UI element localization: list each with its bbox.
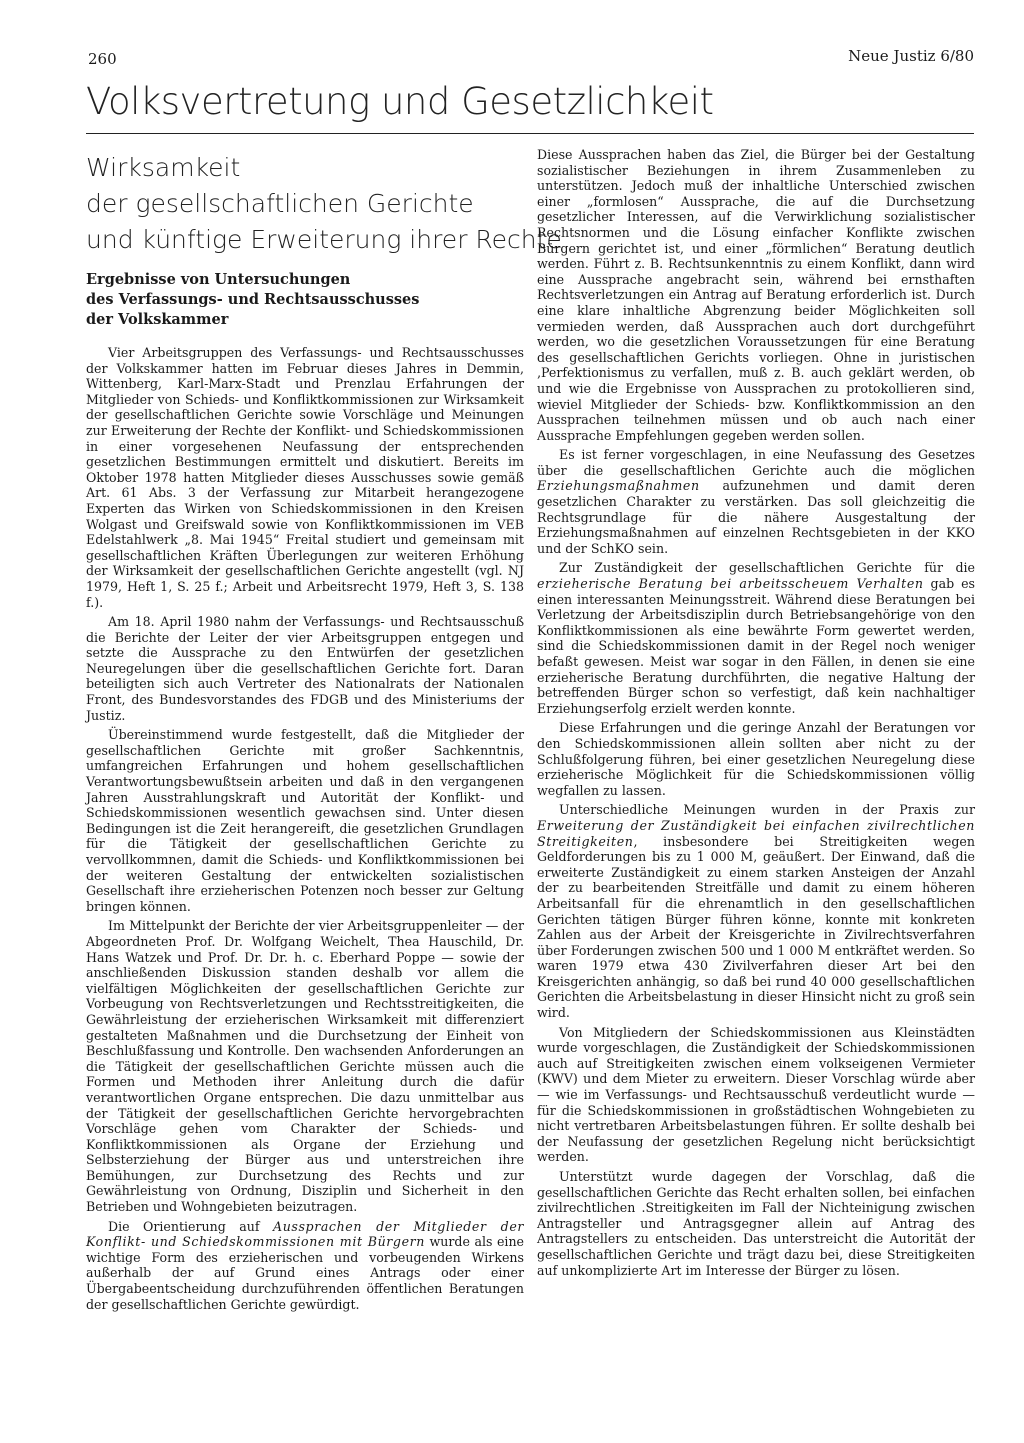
subtitle-line: Ergebnisse von Untersuchungen [86, 271, 351, 288]
paragraph [537, 447, 975, 556]
paragraph: Von Mitgliedern der Schiedskommissionen aus Kleinstädten wurde vorgeschlagen, die Zuständigkeit der Schiedskommissionen auch auf Streitigkeiten zwischen einem volkseigenen Vermieter (KWV) und dem Mieter zu erweitern. Dieser Vorschlag würde aber — wie im Verfassungs- und Rechtsausschuß verdeutlicht wurde — für die Schiedskommissionen in großstädtischen Wohngebieten zu nicht vertretbaren Arbeitsbelastungen führen. Er sollte deshalb bei der Neufassung der gesetzlichen Regelung nicht berücksichtigt werden. [537, 1024, 975, 1165]
article-title-line: und künftige Erweiterung ihrer Rechte [86, 225, 562, 254]
text-run: Zur Zuständigkeit der gesellschaftlichen Gerichte für die [559, 560, 975, 576]
paragraph [86, 1219, 524, 1313]
emphasis: Erziehungsmaßnahmen [537, 478, 700, 494]
text-run: Es ist ferner vorgeschlagen, in eine Neufassung des Gesetzes über die gesellschaftlichen Gerichte auch die möglichen [537, 447, 975, 478]
article-title [86, 150, 562, 258]
article-title-line: der gesellschaftlichen Gerichte [86, 189, 474, 218]
paragraph: Im Mittelpunkt der Berichte der vier Arbeitsgruppenleiter — der Abgeordneten Prof. Dr. Wolfgang Weichelt, Thea Hauschild, Dr. Hans Watzek und Prof. Dr. Dr. h. c. Eberhard Poppe — sowie der anschließenden Diskussion standen deshalb vor allem die vielfältigen Möglichkeiten der gesellschaftlichen Gerichte zur Vorbeugung von Rechtsverletzungen und Rechtsstreitigkeiten, die Gewährleistung der erzieherischen Wirksamkeit mit differenziert gestalteten Maßnahmen und die Durchsetzung der Einheit von Beschlußfassung und Kontrolle. Den wachsenden Anforderungen an die Tätigkeit der gesellschaftlichen Gerichte müssen auch die Formen und Methoden ihrer Anleitung durch die dafür verantwortlichen Organe entsprechen. Die dazu unmittelbar aus der Tätigkeit der gesellschaftlichen Gerichte hervorgebrachten Vorschläge gehen vom Charakter der Schieds- und Konfliktkommissionen als Organe der Erziehung und Selbsterziehung der Bürger aus und unterstreichen ihre Bemühungen, zur Durchsetzung des Rechts und zur Gewährleistung von Ordnung, Disziplin und Sicherheit in den Betrieben und Wohngebieten beizutragen. [86, 918, 524, 1215]
article-subtitle [86, 270, 516, 330]
subtitle-line: der Volkskammer [86, 311, 229, 328]
paragraph: Am 18. April 1980 nahm der Verfassungs- und Rechtsausschuß die Berichte der Leiter der vier Arbeitsgruppen entgegen und setzte die Aussprache zu den Entwürfen der gesetzlichen Neuregelungen über die gesellschaftlichen Gerichte fort. Daran beteiligten sich auch Vertreter des Nationalrats der Nationalen Front, des Bundesvorstandes des FDGB und des Ministeriums der Justiz. [86, 614, 524, 723]
text-run: , insbesondere bei Streitigkeiten wegen Geldforderungen bis zu 1 000 M, geäußert. Der Einwand, daß die erweiterte Zuständigkeit zu einem starken Ansteigen der Anzahl der zu bearbeitenden Streitfälle und damit zu einem höheren Arbeitsanfall für die ehrenamtlich in den gesellschaftlichen Gerichten tätigen Bürger führen könne, konnte mit konkreten Zahlen aus der Arbeit der Kreisgerichte in Zivilrechtsverfahren über Forderungen zwischen 500 und 1 000 M entkräftet werden. So waren 1979 etwa 430 Zivilverfahren dieser Art bei den Kreisgerichten anhängig, so daß bei rund 40 000 gesellschaftlichen Gerichten die Arbeitsbelastung in dieser Hinsicht nicht zu groß sein wird. [537, 833, 975, 1021]
journal-reference: Neue Justiz 6/80 [848, 47, 974, 65]
right-column [537, 147, 975, 1282]
paragraph: Vier Arbeitsgruppen des Verfassungs- und Rechtsausschusses der Volkskammer hatten im Februar dieses Jahres in Demmin, Wittenberg, Karl-Marx-Stadt und Prenzlau Erfahrungen der Mitglieder von Schieds- und Konfliktkommissionen zur Wirksamkeit der gesellschaftlichen Gerichte sowie Vorschläge und Meinungen zur Erweiterung der Rechte der Konflikt- und Schiedskommissionen in einer vorgesehenen Neufassung der entsprechenden gesetzlichen Bestimmungen ermittelt und diskutiert. Bereits im Oktober 1978 hatten Mitglieder dieses Ausschusses sowie gemäß Art. 61 Abs. 3 der Verfassung zur Mitarbeit herangezogene Experten das Wirken von Schiedskommissionen in den Kreisen Wolgast und Greifswald sowie von Konfliktkommissionen im VEB Edelstahlwerk „8. Mai 1945“ Freital studiert und gemeinsam mit gesellschaftlichen Kräften Überlegungen zur weiteren Erhöhung der Wirksamkeit der gesellschaftlichen Gerichte angestellt (vgl. NJ 1979, Heft 1, S. 25 f.; Arbeit und Arbeitsrecht 1979, Heft 3, S. 138 f.). [86, 345, 524, 610]
paragraph: Diese Aussprachen haben das Ziel, die Bürger bei der Gestaltung sozialistischer Beziehungen in ihrem Zusammenleben zu unterstützen. Jedoch muß der inhaltliche Unterschied zwischen einer „formlosen“ Aussprache, die auf die Durchsetzung gesetzlicher Interessen, auf die Verwirklichung sozialistischer Rechtsnormen und die Lösung einfacher Konflikte zwischen Bürgern gerichtet ist, und einer „förmlichen“ Beratung deutlich werden. Führt z. B. Rechtsunkenntnis zu einem Konflikt, dann wird eine Aussprache angebracht sein, während bei ernsthaften Rechtsverletzungen ein Antrag auf Beratung erforderlich ist. Durch eine klare inhaltliche Abgrenzung beider Möglichkeiten soll vermieden werden, daß Aussprachen auch dort durchgeführt werden, wo die gesetzlichen Voraussetzungen für eine Beratung des gesellschaftlichen Gerichts vorliegen. Ohne in juristischen ‚Perfektionismus zu verfallen, muß z. B. auch geklärt werden, ob und wie die Ergebnisse von Aussprachen zu protokollieren sind, wieviel Mitglieder der Schieds- bzw. Konfliktkommission an den Aussprachen teilnehmen müssen und ob auch nach einer Aussprache Empfehlungen gegeben werden sollen. [537, 147, 975, 443]
paragraph [537, 560, 975, 716]
text-run: gab es einen interessanten Meinungsstreit. Während diese Beratungen bei Verletzung der Arbeitsdisziplin durch Betriebsangehörige von den Konfliktkommissionen als eine bewährte Form gewertet werden, sind die Schiedskommissionen damit in der Regel noch weniger befaßt gewesen. Meist war sogar in den Fällen, in denen sie eine erzieherische Beratung durchführten, die negative Haltung der betreffenden Bürger schon so verfestigt, daß kein nachhaltiger Erziehungserfolg erzielt werden konnte. [537, 576, 975, 716]
section-title: Volksvertretung und Gesetzlichkeit [86, 80, 714, 123]
paragraph: Diese Erfahrungen und die geringe Anzahl der Beratungen vor den Schiedskommissionen allein sollten aber nicht zu der Schlußfolgerung führen, bei einer gesetzlichen Neuregelung diese erzieherische Möglichkeit für die Schiedskommissionen völlig wegfallen zu lassen. [537, 720, 975, 798]
text-run: wurde als eine wichtige Form des erzieherischen und vorbeugenden Wirkens außerhalb der auf Grund eines Antrags oder einer Übergabeentscheidung durchzuführenden öffentlichen Beratungen der gesellschaftlichen Gerichte gewürdigt. [86, 1234, 525, 1312]
text-run: Die Orientierung auf [108, 1218, 274, 1234]
paragraph [537, 802, 975, 1020]
header-divider [86, 133, 974, 134]
article-title-line: Wirksamkeit [86, 153, 241, 182]
left-column [86, 345, 524, 1316]
emphasis: Erweiterung der Zuständigkeit bei einfachen zivilrechtlichen Streitigkeiten [537, 817, 975, 849]
paragraph: Unterstützt wurde dagegen der Vorschlag, daß die gesellschaftlichen Gerichte das Recht erhalten sollen, bei einfachen zivilrechtlichen .Streitigkeiten im Fall der Nichteinigung zwischen Antragsteller und Antragsgegner allein auf Antrag des Antragstellers zu entscheiden. Das unterstreicht die Autorität der gesellschaftlichen Gerichte und trägt dazu bei, diese Streitigkeiten auf unkomplizierte Art im Interesse der Bürger zu lösen. [537, 1169, 975, 1278]
paragraph: Übereinstimmend wurde festgestellt, daß die Mitglieder der gesellschaftlichen Gerichte mit großer Sachkenntnis, umfangreichen Erfahrungen und hohem gesellschaftlichen Verantwortungsbewußtsein arbeiten und daß in den vergangenen Jahren Ausstrahlungskraft und Autorität der Konflikt- und Schiedskommissionen wesentlich gewachsen sind. Unter diesen Bedingungen ist die Zeit herangereift, die gesetzlichen Grundlagen für die Tätigkeit der gesellschaftlichen Gerichte zu vervollkommnen, damit die Schieds- und Konfliktkommissionen bei der weiteren Gestaltung der entwickelten sozialistischen Gesellschaft ihre erzieherischen Potenzen noch besser zur Geltung bringen können. [86, 727, 524, 914]
subtitle-line: des Verfassungs- und Rechtsausschusses [86, 291, 420, 308]
emphasis: Aussprachen der Mitglieder der Konflikt- und Schiedskommissionen mit Bürgern [86, 1218, 524, 1250]
text-run: Unterschiedliche Meinungen wurden in der Praxis zur [559, 802, 975, 818]
text-run: aufzunehmen und damit deren gesetzlichen Charakter zu verstärken. Das soll gleichzeitig die Rechtsgrundlage für die nähere Ausgestaltung der Erziehungsmaßnahmen auf einzelnen Rechtsgebieten in der KKO und der SchKO sein. [537, 478, 975, 556]
page-number: 260 [88, 50, 117, 68]
emphasis: erzieherische Beratung bei arbeitsscheuem Verhalten [537, 576, 924, 592]
